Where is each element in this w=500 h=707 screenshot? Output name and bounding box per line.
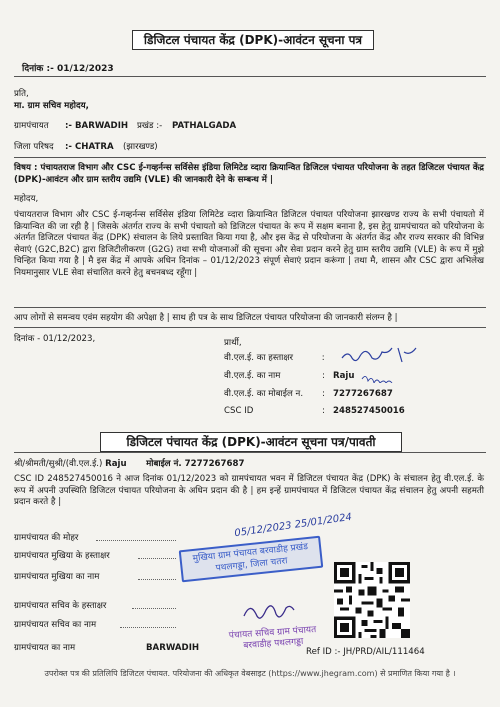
gp-value: :- BARWADIH xyxy=(65,121,129,131)
divider xyxy=(14,307,486,308)
sign-date: दिनांक - 01/12/2023, xyxy=(14,334,96,344)
sachiv-stamp: पंचायत सचिव ग्राम पंचायत बरवाडीह पथलगड्डा xyxy=(228,624,317,652)
district-label: जिला परिषद xyxy=(14,142,54,152)
prati: प्रति, xyxy=(14,89,29,99)
dotted-line xyxy=(132,608,176,609)
sachiv-signature xyxy=(240,598,300,628)
mukhiya-stamp: मुखिया ग्राम पंचायत बरवाडीह प्रखंड पथलगड्डा, जिला चतरा xyxy=(179,536,324,583)
dotted-line xyxy=(120,627,176,628)
divider xyxy=(14,157,486,158)
divider xyxy=(14,452,486,453)
vle-name-label: वी.एल.ई. का नाम xyxy=(224,371,281,381)
body-paragraph: पंचायतराज विभाग और CSC ई-गव्हर्नन्स सर्विसेस इंडिया लिमिटेड व्दारा क्रियान्वित डिजिटल पंचायत परियोजना झारखण्ड राज्य के सभी पंचायतो में क्रियान्वित की जा रही है | जिसके अंतर्गत राज्य के सभी पंचायतो को डिजिटल पंचायत के रूप में सक्षम बनाना है, इस हेतु ग्रामपंचायत को परियोजना के अंतर्गत डिजिटल पंचायत केंद्र (DPK) संचालन के लिये प्रस्तावित किया गया है, और इस केंद्र से परियोजना के अंतर्गत केंद्र और राज्य सरकार की विभिन्न सेवाएं (G2C,B2C) द्वारा डिजिटीलीकरण (G2G) तथा सभी योजनाओं की सूचना और सेवा प्रदान करने हेतु ग्राम स्तरीय उद्यमि (VLE) के रूप में मुझे चिन्हित किया गया है | मै इस केंद्र में आपके अधिन दिनांक – 01/12/2023 संपूर्ण सेवाएं प्रदान करूंगा | तथा मै, शासन और CSC द्वारा अभिलेख नियमानुसार VLE सेवा संचालित करने हेतु बचनबध्द रहूँगा | xyxy=(14,210,484,278)
receipt-title: डिजिटल पंचायत केंद्र (DPK)-आवंटन सूचना पत्र/पावती xyxy=(100,432,402,452)
vle-mobile-label: वी.एल.ई. का मोबाईल न. xyxy=(224,389,304,399)
receipt-mobile: मोबाईल नं. 7277267687 xyxy=(146,459,245,469)
block-label: प्रखंड :- xyxy=(137,121,163,131)
district-value: :- CHATRA xyxy=(65,142,114,152)
closing-paragraph: आप लोगों से समन्वय एवंम सहयोग की अपेक्षा है | साथ ही पत्र के साथ डिजिटल पंचायत परियोजना की जानकारी संलग्न है | xyxy=(14,313,398,323)
vle-csc-label: CSC ID xyxy=(224,406,254,416)
subject: विषय : पंचायतराज विभाग और CSC ई-गव्हर्नन्स सर्विसेस इंडिया लिमिटेड व्दारा क्रियान्वित डिजिटल पंचायत परियोजना के तहत डिजिटल पंचायत केंद्र (DPK)-आवंटन और ग्राम स्तरीय उद्यमि (VLE) की जानकारी देने के सम्बन्ध में | xyxy=(14,163,484,185)
dotted-line xyxy=(138,579,176,580)
receipt-text: CSC ID 248527450016 ने आज दिनांक 01/12/2023 को ग्रामपंचायत भवन में डिजिटल पंचायत केंद्र (DPK) के संचालन हेतु वी.एल.ई. के रूप में अपनी उपस्थिति डिजिटल पंचायत परियोजना के अधिन प्रदान की है | हम इन्हें ग्रामपंचायत में डिजिटल पंचायत केंद्र संचालन हेतु अपनी सहमती प्रदान करते है | xyxy=(14,474,484,508)
mukhiya-sign-label: ग्रामपंचायत मुखिया के हस्ताक्षर xyxy=(14,551,110,561)
dotted-line xyxy=(96,540,176,541)
state: (झारखण्ड) xyxy=(123,142,158,152)
mukhiya-name-label: ग्रामपंचायत मुखिया का नाम xyxy=(14,572,100,582)
addressee: मा. ग्राम सचिव महोदय, xyxy=(14,101,89,111)
dotted-line xyxy=(138,558,176,559)
vle-signature xyxy=(338,344,426,366)
divider xyxy=(14,76,486,77)
ref-id: Ref ID :- JH/PRD/AIL/111464 xyxy=(306,647,425,657)
vle-csc-value: 248527450016 xyxy=(333,406,405,416)
vle-name-handwritten xyxy=(360,371,400,383)
block-value: PATHALGADA xyxy=(172,121,237,131)
allotment-letter-page: डिजिटल पंचायत केंद्र (DPK)-आवंटन सूचना पत्र दिनांक :- 01/12/2023 प्रति, मा. ग्राम सचिव महोदय, ग्रामपंचायत :- BARWADIH प्रखंड :- PATHALGADA जिला परिषद :- CHATRA (झारखण्ड) विषय : पंचायतराज विभाग और CSC ई-गव्हर्नन्स सर्विसेस इंडिया लिमिटेड व्दारा क्रियान्वित डिजिटल पंचायत परियोजना के तहत डिजिटल पंचायत केंद्र (DPK)-आवंटन और ग्राम स्तरीय उद्यमि (VLE) की जानकारी देने के सम्बन्ध में | महोदय, पंचायतराज विभाग और CSC ई-गव्हर्नन्स सर्विसेस इंडिया लिमिटेड व्दारा क्रियान्वित डिजिटल पंचायत परियोजना झारखण्ड राज्य के सभी पंचायतो में क्रियान्वित की जा रही है | जिसके अंतर्गत राज्य के सभी पंचायतो को डिजिटल पंचायत के रूप में सक्षम बनाना है, इस हेतु ग्रामपंचायत को परियोजना के अंतर्गत डिजिटल पंचायत केंद्र (DPK) संचालन के लिये प्रस्तावित किया गया है, और इस केंद्र से परियोजना के अंतर्गत केंद्र और राज्य सरकार की विभिन्न सेवाएं (G2C,B2C) द्वारा डिजिटीलीकरण (G2G) तथा सभी योजनाओं की सूचना और सेवा प्रदान करने हेतु ग्राम स्तरीय उद्यमि (VLE) के रूप में मुझे चिन्हित किया गया है | मै इस केंद्र में आपके अधिन दिनांक – 01/12/2023 संपूर्ण सेवाएं प्रदान करूंगा | तथा मै, शासन और CSC द्वारा अभिलेख नियमानुसार VLE सेवा संचालित करने हेतु बचनबध्द रहूँगा | आप लोगों से समन्वय एवंम सहयोग की अपेक्षा है | साथ ही पत्र के साथ डिजिटल पंचायत परियोजना की जानकारी संलग्न है | दिनांक - 01/12/2023, प्रार्थी, वी.एल.ई. का हस्ताक्षर : वी.एल.ई. का नाम : Raju वी.एल.ई. का मोबाईल न. : 7277267687 CSC ID : 248527450016 डिजिटल पंचायत केंद्र (DPK)-आवंटन सूचना पत्र/पावती श्री/श्रीमती/सुश्री/(वी.एल.ई.) Raju मोबाईल नं. 7277267687 CSC ID 248527450016 ने आज दिनांक 01/12/2023 को ग्रामपंचायत भवन में डिजिटल पंचायत केंद्र (DPK) के संचालन हेतु वी.एल.ई. के रूप में अपनी उपस्थिति डिजिटल पंचायत परियोजना के अधिन प्रदान की है | हम इन्हें ग्रामपंचायत में डिजिटल पंचायत केंद्र संचालन हेतु अपनी सहमती प्रदान करते है | ग्रामपंचायत की मोहर ग्रामपंचायत मुखिया के हस्ताक्षर ग्रामपंचायत मुखिया का नाम ग्रामपंचायत सचिव के हस्ताक्षर ग्रामपंचायत सचिव का नाम ग्रामपंचायत का नाम BARWADIH 05/12/2023 25/01/2024 मुखिया ग्राम पंचायत बरवाडीह प्रखंड पथलगड्डा, जिला चतरा पंचायत सचिव ग्राम पंचायत बरवाडीह पथलगड्डा Ref ID :- JH/PRD/AIL/111464 उपरोक्त पत्र की प्रतिलिपि डिजिटल पंचायत. परियोजना की अधिकृत वेबसाइट (https://www.jhegram.com) से प्रमाणित किया गया है । xyxy=(0,0,500,707)
seal-label: ग्रामपंचायत की मोहर xyxy=(14,533,79,543)
handwritten-date: 05/12/2023 25/01/2024 xyxy=(233,511,353,540)
receipt-name: Raju xyxy=(105,459,127,469)
applicant-label: प्रार्थी, xyxy=(224,338,242,348)
receipt-prefix: श्री/श्रीमती/सुश्री/(वी.एल.ई.) xyxy=(14,459,103,469)
divider xyxy=(14,327,486,328)
gp-label: ग्रामपंचायत xyxy=(14,121,49,131)
vle-sign-label: वी.एल.ई. का हस्ताक्षर xyxy=(224,353,293,363)
sachiv-name-label: ग्रामपंचायत सचिव का नाम xyxy=(14,620,97,630)
vle-name-value: Raju xyxy=(333,371,355,381)
letter-title: डिजिटल पंचायत केंद्र (DPK)-आवंटन सूचना पत्र xyxy=(132,30,374,50)
gp-name-label: ग्रामपंचायत का नाम xyxy=(14,643,76,653)
gp-name-value: BARWADIH xyxy=(146,643,200,653)
salutation: महोदय, xyxy=(14,194,39,204)
qr-code xyxy=(334,562,410,638)
date-line: दिनांक :- 01/12/2023 xyxy=(22,64,114,74)
vle-mobile-value: 7277267687 xyxy=(333,389,393,399)
footer-note: उपरोक्त पत्र की प्रतिलिपि डिजिटल पंचायत. परियोजना की अधिकृत वेबसाइट (https://www.jhegram.com) से प्रमाणित किया गया है । xyxy=(44,669,456,678)
sachiv-sign-label: ग्रामपंचायत सचिव के हस्ताक्षर xyxy=(14,601,107,611)
